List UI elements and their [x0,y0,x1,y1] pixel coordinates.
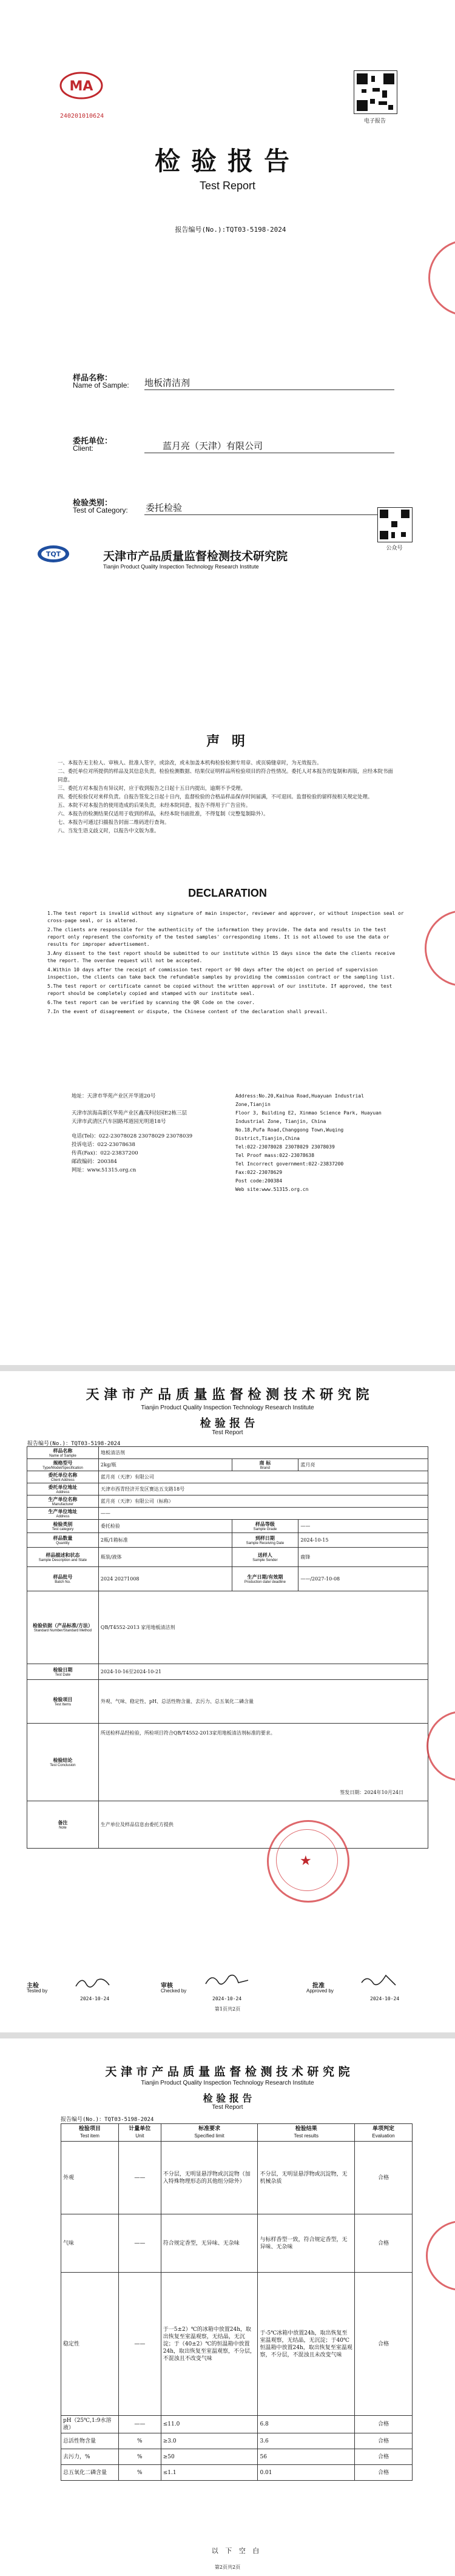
cell-label-en: Brand [260,1466,270,1470]
cell-label-en: Test Date [55,1673,71,1677]
contact-en-line: Address:No.20,Kaihua Road,Huayuan Industrial Zone,Tianjin [235,1093,364,1107]
results-header-cell [61,2124,119,2142]
header-label: 检验项目 [78,2126,101,2132]
header-label-en: Specified limit [194,2133,224,2139]
p2-institute-en: Tianjin Product Quality Inspection Technology Research Institute [141,1404,314,1411]
cell-label: 检验项目 [53,1696,73,1702]
contact-cn-line: 投诉电话：022-23078638 [72,1142,135,1148]
declaration-cn-item: 四、委托检验仅对来样负责。自报告签发之日起十日内，监督检验的合格品样品保存时间届满，不可退回。监督检验的留样按相关规定处理。 [58,794,373,800]
header-label: 标准要求 [198,2126,221,2132]
contact-en-line: Web site:www.51315.org.cn [235,1187,309,1192]
cell-label: 检验依据（产品标准/方法） [32,1622,93,1628]
sample-label-cn: 样品名称： [73,374,113,383]
tested-signature [73,1973,115,1991]
p2-report-no: 报告编号(No.)：TQT03-5198-2024 [27,1441,121,1447]
contact-en-line: Post code:200384 [235,1178,283,1184]
tested-date: 2024-10-24 [80,1996,110,2001]
results-cell: ≥3.0 [161,2433,258,2449]
standard-value: QB/T4552-2013 家用地板清洁剂 [98,1591,428,1664]
p2-title-en: Test Report [212,1429,243,1436]
declaration-cn-item: 七、本报告可通过扫描报告封面二维码进行查询。 [58,819,170,825]
svg-text:MA: MA [69,79,93,94]
approved-date: 2024-10-24 [370,1996,400,2001]
contact-cn-line: 天津市滨海高新区华苑产业区鑫茂科技园E2栋三层 [72,1110,187,1116]
cell-label: 备注 [58,1819,68,1826]
cell-label-en: Sample Grade [253,1527,277,1531]
results-header-cell [161,2124,258,2142]
results-cell: 56 [258,2449,355,2465]
category-label-cn: 检验类别： [73,499,113,508]
cell-label: 检验日期 [53,1666,73,1673]
contact-en-line: No.18,Pufa Road,Changgong Town,Wuqing District,Tianjin,China [235,1127,344,1141]
cell-label-en: Test Items [54,1702,72,1707]
results-cell: 合格 [355,2465,413,2481]
declaration-en-item: 7.In the event of disagreement or dispute, the Chinese content of the declaration shall prevail. [47,1009,328,1014]
results-cell: 符合规定香型，无异味、无杂味 [161,2214,258,2273]
institute-qr-caption: 公众号 [386,545,403,551]
category-label-en: Test of Category: [73,506,128,514]
results-cell: 合格 [355,2416,413,2433]
category-value: 委托检验 [98,1520,232,1533]
cell-label: 规格型号 [53,1459,73,1466]
cell-label: 检验类别 [53,1520,73,1527]
client-value: 蓝月亮（天津）有限公司 [163,440,263,451]
p3-institute-cn: 天 津 市 产 品 质 量 监 督 检 测 技 术 研 究 院 [105,2065,350,2079]
header-label-en: Test results [294,2133,319,2139]
spec-value: 2kg/瓶 [98,1459,232,1471]
contact-cn-line: 邮政编码：200384 [72,1159,117,1165]
declaration-en-item: 6.The test report can be verified by scanning the QR Code on the cover. [47,1000,255,1005]
sample-label-en: Name of Sample: [73,381,129,389]
results-cell: 于一5±2）℃的冰箱中放置24h，取出恢复至室温观察，无结晶，无沉淀；于（40±2）℃的恒温箱中放置24h，取出恢复至室温观察，不分层，不混浊且不改变气味 [161,2273,258,2416]
cma-logo-icon [59,71,103,100]
cell-label: 生产日期/有效期 [247,1573,283,1580]
results-cell: 总五氧化二磷含量 [61,2465,119,2481]
contact-cn-line: 电话(Tel)：022-23078028 23078029 23078039 [72,1133,193,1139]
results-cell: 去污力，% [61,2449,119,2465]
results-header-cell [118,2124,161,2142]
cell-label: 检验结论 [53,1756,73,1763]
declaration-en-item: 1.The test report is invalid without any signature of main inspector, reviewer and approver, or without inspection seal or cross-page seal, or is altered. [47,911,404,923]
checked-by-label: 审核 [161,1983,173,1989]
production-date-value: ——/2027-10-08 [298,1567,428,1591]
client-label-cn: 委托单位： [73,437,113,446]
results-cell: ≤11.0 [161,2416,258,2433]
declaration-title-en: DECLARATION [188,887,267,899]
declaration-cn-item: 五、本院不对本报告的使用造成的后果负责，未经本院同意，报告不得用于广告宣传。 [58,802,251,808]
p3-results-table [61,2123,413,2481]
results-cell: —— [118,2142,161,2214]
test-items-value: 外观、气味、稳定性、pH、总活性物含量、去污力、总五氧化二磷含量 [98,1680,428,1724]
p3-title-cn: 检 验 报 告 [203,2092,252,2104]
seal-star-icon: ★ [300,1853,312,1869]
results-cell: 稳定性 [61,2273,119,2416]
header-label-en: Evaluation [372,2133,395,2139]
results-cell: 合格 [355,2273,413,2416]
client-address-value: 天津市西青经济开发区赛达五支路18号 [98,1483,428,1495]
manufacturer-value: 蓝月亮（天津）有限公司（标称） [98,1495,428,1508]
header-label-en: Unit [135,2133,144,2139]
sample-value: 地板清洁剂 [144,377,190,388]
cell-label: 到样日期 [255,1534,275,1541]
header-label: 检验结果 [295,2126,317,2132]
p3-title-en: Test Report [212,2104,243,2111]
p3-report-no: 报告编号(No.)：TQT03-5198-2024 [61,2117,154,2123]
category-value: 委托检验 [146,502,183,513]
contact-cn-line: 传真(Fax)：022-23837200 [72,1150,138,1156]
results-cell: 气味 [61,2214,119,2273]
cell-label: 样品批号 [53,1573,73,1580]
cell-label-en: Test Conclusion [50,1763,76,1767]
institute-name-cn: 天津市产品质量监督检测技术研究院 [103,550,288,563]
declaration-cn-list [58,758,397,835]
checked-signature [203,1972,252,1991]
cell-label-en: Manufacturer [52,1502,74,1506]
declaration-en-list [47,910,405,1017]
declaration-cn-item: 一、本报告无主检人、审核人、批准人签字，或涂改，或未加盖本机构检验检测专用章、或页骑缝章时，为无效报告。 [58,760,322,766]
results-cell: ≥50 [161,2449,258,2465]
results-cell: —— [118,2416,161,2433]
approved-by-label: 批准 [312,1983,325,1989]
results-cell: 不分层，无明显悬浮物或沉淀物，无机械杂质 [258,2142,355,2214]
cover-page [0,0,455,704]
declaration-page [0,704,455,1371]
report-page-2 [0,2038,455,2576]
cell-label: 生产单位名称 [48,1495,78,1502]
cell-label-en: Standard Number/Standard Method [33,1628,92,1633]
results-cell: pH（25℃,1:9水溶液） [61,2416,119,2433]
table-row [61,2465,413,2481]
contact-cn-line [72,1101,232,1109]
institute-qr-code[interactable] [377,507,413,542]
cell-label: 样品描述和状态 [46,1551,80,1558]
sample-name-value: 地板清洁剂 [98,1447,428,1459]
cover-qr-code[interactable] [354,70,397,114]
checked-date: 2024-10-24 [212,1996,242,2001]
tested-by-label-en: Tested by [27,1988,48,1994]
table-row [61,2142,413,2214]
results-cell: —— [118,2273,161,2416]
cell-label-en: Client Address [51,1478,75,1482]
tqt-logo-icon [36,544,70,564]
tested-by-label: 主检 [27,1983,39,1989]
contact-cn-line: 天津市武清区汽车园路邦道园光明道18号 [72,1119,166,1125]
cell-label: 生产单位地址 [48,1508,78,1514]
client-label-en: Client: [73,444,94,453]
cell-label: 送样人 [257,1551,272,1558]
quantity-value: 2瓶/1箱标准 [98,1533,232,1548]
report-page-1 [0,1371,455,2038]
table-row [61,2273,413,2416]
approved-signature [358,1972,400,1991]
grade-value: —— [298,1520,428,1533]
brand-value: 蓝月亮 [298,1459,428,1471]
table-row [61,2433,413,2449]
results-cell: 合格 [355,2449,413,2465]
declaration-en-item: 2.The clients are responsible for the authenticity of the information they provide. The data and results in the test report only represent the conformity of the tested samples' corresponding items. It is not allowed to use the data or results for improper advertisement. [47,927,389,947]
institute-name-en: Tianjin Product Quality Inspection Technology Research Institute [103,564,259,570]
declaration-cn-item: 二、委托单位对所提供的样品及其信息负责。检验检测数据、结果仅证明样品所检验项目的符合性情况。委托人对本报告的复制和再版，应经本院书面同意。 [58,768,393,783]
test-date-value: 2024-10-16至2024-10-21 [98,1664,428,1680]
results-cell: 总活性物含量 [61,2433,119,2449]
sender-value: 鹿锋 [298,1548,428,1567]
cell-label-en: Quantity [56,1541,70,1545]
checked-by-label-en: Checked by [161,1988,187,1994]
results-cell: —— [118,2214,161,2273]
results-cell: 外观 [61,2142,119,2214]
p2-institute-cn: 天 津 市 产 品 质 量 监 督 检 测 技 术 研 究 院 [86,1387,369,1403]
results-cell: 0.01 [258,2465,355,2481]
cover-title-en: Test Report [199,180,256,192]
p3-page-number: 第2页共2页 [214,2564,241,2570]
declaration-cn-item: 三、委托方对本报告有异议时，应于收到报告之日起十五日内提出，逾期不予受理。 [58,785,246,791]
remark-value: 生产单位及样品信息由委托方提供 [98,1801,428,1849]
results-cell: 6.8 [258,2416,355,2433]
cell-label-en: Sample Sender [252,1558,278,1562]
cell-label-en: Address [56,1490,70,1494]
results-cell: 与标样香型一致，符合规定香型，无异味、无杂味 [258,2214,355,2273]
results-cell: 于-5℃冰箱中放置24h，取出恢复至室温观察，无结晶，无沉淀；于40℃恒温箱中放置24h，取出恢复至室温观察，不分层，不混浊且未改变气味 [258,2273,355,2416]
cell-label: 样品名称 [53,1447,73,1454]
results-cell: 3.6 [258,2433,355,2449]
table-row [61,2416,413,2433]
cell-label-en: Type/Model/Specification [42,1466,83,1470]
receive-date-value: 2024-10-15 [298,1533,428,1548]
results-cell: 合格 [355,2433,413,2449]
contact-cn-line: 网址：www.51315.org.cn [72,1167,136,1173]
cell-label: 委托单位名称 [48,1471,78,1478]
results-cell: % [118,2433,161,2449]
contact-en-line: Tel Proof mass:022-23078638 [235,1153,315,1158]
cell-label-en: Note [59,1826,67,1830]
results-cell: % [118,2449,161,2465]
declaration-title-cn: 声 明 [206,733,249,749]
contact-cn-line: 地址：天津市华苑产业区开华道20号 [72,1093,156,1099]
results-header-cell [258,2124,355,2142]
cell-label: 商 标 [259,1459,271,1466]
cell-label-en: Production date/ deadline [244,1580,286,1584]
p3-institute-en: Tianjin Product Quality Inspection Technology Research Institute [141,2080,314,2086]
p2-page-number: 第1页共2页 [214,2006,241,2012]
cell-label: 样品数量 [53,1534,73,1541]
svg-text:TQT: TQT [46,550,61,558]
results-cell: % [118,2465,161,2481]
cma-logo [59,71,103,100]
declaration-en-item: 5.The test report or certificate cannot be copied without the written approval of our institute. If approved, the test report should be completely copied and stamped with our institute seal. [47,983,393,996]
manufacturer-address-value: —— [98,1508,428,1520]
cell-label-en: Test category [52,1527,74,1531]
contact-en-line: Fax:022-23078629 [235,1170,283,1175]
header-label: 单项判定 [372,2126,395,2132]
p2-title-cn: 检 验 报 告 [200,1417,255,1430]
contact-en-line: Tel Incorrect government:022-23837200 [235,1161,344,1167]
approved-by-label-en: Approved by [306,1988,334,1994]
issue-date: 签发日期：2024年10月24日 [340,1790,403,1795]
cell-label-en: Batch No. [55,1580,71,1584]
cell-label-en: Name of Sample [49,1454,76,1458]
declaration-en-item: 3.Any dissent to the test report should be submitted to our institute within 15 days since the date the clients receive the report. The overdue request will not be accepted. [47,951,396,963]
cell-label: 样品等级 [255,1520,275,1527]
client-value: 蓝月亮（天津）有限公司 [98,1471,428,1483]
cell-label-en: Sample Description and State [38,1558,87,1562]
table-row [61,2449,413,2465]
batch-value: 2024 20271008 [98,1567,232,1591]
contact-en-list [235,1092,399,1194]
cell-label-en: Address [56,1514,70,1519]
p2-info-table [27,1446,428,1849]
table-row [61,2214,413,2273]
results-cell: 合格 [355,2214,413,2273]
results-cell: 合格 [355,2142,413,2214]
cell-label: 委托单位地址 [48,1483,78,1490]
contact-cn-list [72,1092,232,1175]
cover-report-no: 报告编号(No.):TQT03-5198-2024 [175,226,286,234]
results-cell: ≤1.1 [161,2465,258,2481]
cma-number: 240201010624 [59,113,104,120]
declaration-en-item: 4.Within 10 days after the receipt of commission test report or 90 days after the object on period of supervision inspection, the clients can take back the refundable samples by providing the commission contract or the sampling list. [47,967,396,980]
qr-caption: 电子报告 [363,118,386,124]
state-value: 瓶装/液体 [98,1548,232,1567]
conclusion-value: 所送检样品经检验，所检项目符合QB/T4552-2013家用地板清洁剂标准的要求。 [100,1730,275,1736]
contact-en-line: Tel:022-23078028 23078029 23078039 [235,1144,335,1150]
cell-label-en: Sample Receiving Date [246,1541,285,1545]
results-cell: 不分层，无明显悬浮物或沉淀物（加入特殊物理形态的其他组分除外） [161,2142,258,2214]
contact-en-line: Floor 3, Building E2, Xinmao Science Park, Huayuan Industrial Zone, Tianjin, China [235,1110,382,1124]
tqt-logo [36,544,70,564]
header-label: 计量单位 [129,2126,151,2132]
header-label-en: Test item [79,2133,99,2139]
end-of-report: 以 下 空 白 [211,2547,262,2555]
declaration-cn-item: 六、本报告的检测结果仅适用于收到的样品，未经本院书面批准，不得复制（完整复制除外）。 [58,811,269,817]
declaration-cn-item: 八、当发生语义歧义时，以报告中文版为准。 [58,828,160,834]
cover-title-cn: 检验报告 [154,146,300,176]
results-header-cell [355,2124,413,2142]
